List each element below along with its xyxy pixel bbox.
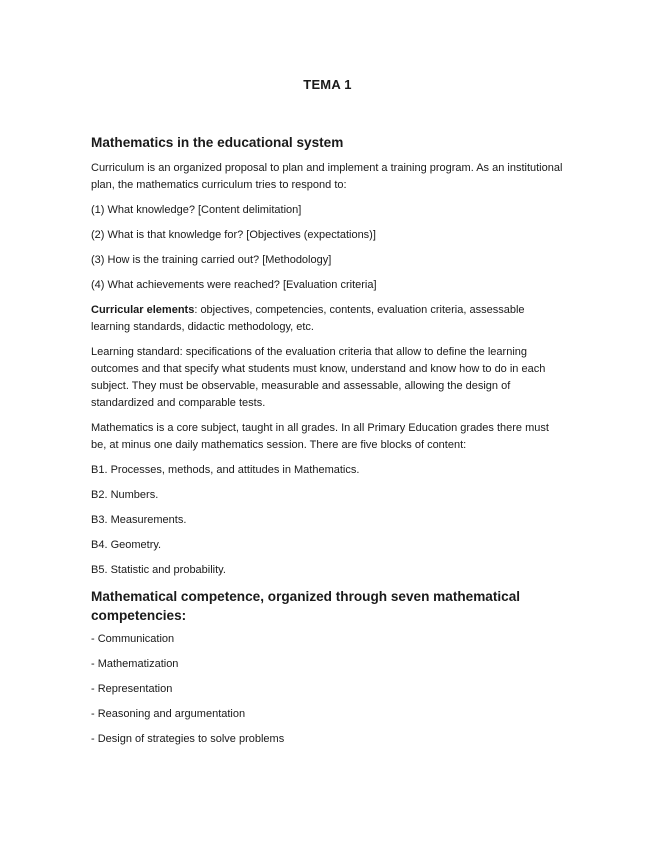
curricular-elements-text: : objectives, competencies, contents, evaluation criteria, assessable learning standards, didactic methodology, etc. bbox=[91, 304, 525, 333]
question-item: (4) What achievements were reached? [Evaluation criteria] bbox=[91, 279, 377, 291]
competency-item: - Design of strategies to solve problems bbox=[91, 733, 285, 745]
document-title: TEMA 1 bbox=[303, 77, 352, 92]
competency-item: - Reasoning and argumentation bbox=[91, 708, 246, 720]
content-block-item: B2. Numbers. bbox=[91, 489, 159, 501]
curricular-elements-label: Curricular elements bbox=[91, 304, 195, 316]
question-item: (3) How is the training carried out? [Methodology] bbox=[91, 254, 332, 266]
competency-item: - Mathematization bbox=[91, 658, 179, 670]
section-heading-competence: Mathematical competence, organized through seven mathematical competencies: bbox=[91, 589, 521, 623]
competency-item: - Communication bbox=[91, 633, 175, 645]
document-body bbox=[91, 133, 566, 756]
competency-item: - Representation bbox=[91, 683, 173, 695]
content-block-item: B1. Processes, methods, and attitudes in Mathematics. bbox=[91, 464, 360, 476]
paragraph-core-subject: Mathematics is a core subject, taught in all grades. In all Primary Education grades there must be, at minus one daily mathematics session. There are five blocks of content: bbox=[91, 422, 549, 451]
paragraph-intro: Curriculum is an organized proposal to plan and implement a training program. As an institutional plan, the mathematics curriculum tries to respond to: bbox=[91, 162, 563, 191]
content-block-item: B5. Statistic and probability. bbox=[91, 564, 226, 576]
question-item: (1) What knowledge? [Content delimitation] bbox=[91, 204, 302, 216]
paragraph-learning-standard: Learning standard: specifications of the evaluation criteria that allow to define the learning outcomes and that specify what students must know, understand and know how to do in each subject. They must be observable, measurable and assessable, allowing the design of standardized and comparable tests. bbox=[91, 346, 546, 409]
question-item: (2) What is that knowledge for? [Objectives (expectations)] bbox=[91, 229, 376, 241]
content-block-item: B4. Geometry. bbox=[91, 539, 162, 551]
section-heading: Mathematics in the educational system bbox=[91, 135, 344, 150]
content-block-item: B3. Measurements. bbox=[91, 514, 187, 526]
paragraph-curricular-elements bbox=[91, 302, 566, 336]
